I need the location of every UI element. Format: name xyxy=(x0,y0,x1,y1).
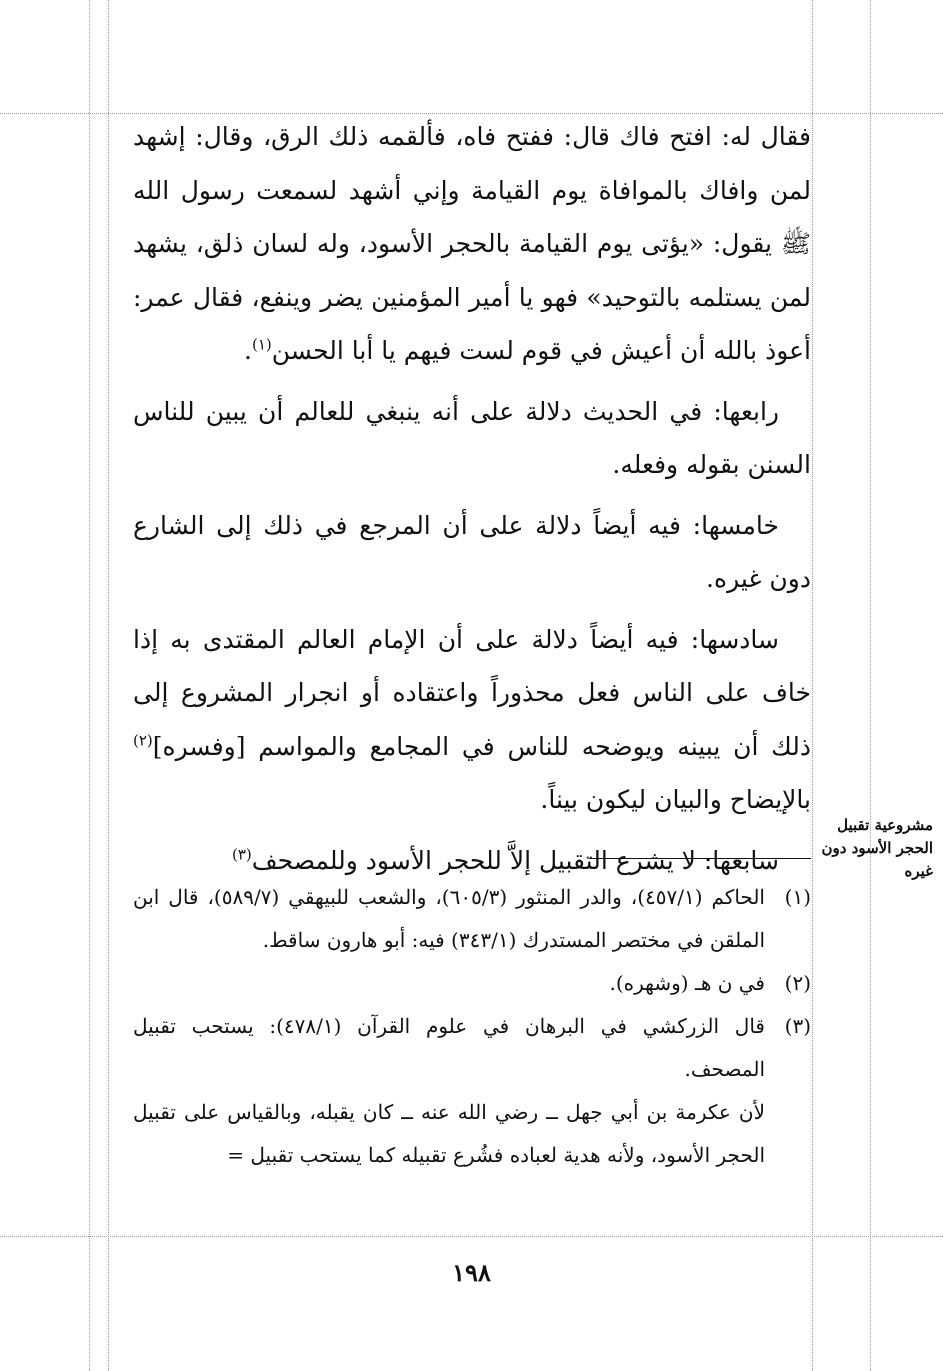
margin-note: مشروعية تقبيل الحجر الأسود دون غيره xyxy=(821,816,933,880)
paragraph-1-text: فقال له: افتح فاك قال: ففتح فاه، فألقمه ذلك الرق، وقال: إشهد لمن وافاك بالموافاة يوم القيامة وإني أشهد لسمعت رسول الله ﷺ يقول: «يؤتى يوم القيامة بالحجر الأسود، وله لسان ذلق، يشهد لمن يستلمه بالتوحيد» فهو يا أمير المؤمنين يضر وينفع، فقال عمر: أعوذ بالله أن أعيش في قوم لست فيهم يا أبا الحسن xyxy=(133,122,811,365)
paragraph-1-end: . xyxy=(244,336,252,365)
paragraph-1 xyxy=(133,110,811,378)
footnote-1-text: الحاكم (٤٥٧/١)، والدر المنثور (٦٠٥/٣)، والشعب للبيهقي (٥٨٩/٧)، قال ابن الملقن في مختصر المستدرك (٣٤٣/١) فيه: أبو هارون ساقط. xyxy=(133,885,765,952)
guide-line-right xyxy=(812,0,813,1371)
footnote-1 xyxy=(133,876,811,962)
guide-line-bottom xyxy=(0,1236,943,1237)
paragraph-4-text-b: بالإيضاح والبيان ليكون بيناً. xyxy=(540,785,811,814)
guide-line-margin xyxy=(870,0,871,1371)
footnote-ref-1: (١) xyxy=(251,335,272,354)
footnote-separator xyxy=(589,858,811,859)
paragraph-5-text: سابعها: لا يشرع التقبيل إلاَّ للحجر الأسود وللمصحف xyxy=(251,845,779,875)
paragraph-4-text-a: سادسها: فيه أيضاً دلالة على أن الإمام العالم المقتدى به إذا خاف على الناس فعل محذوراً واعتقاده أو انجرار المشروع إلى ذلك أن يبينه ويوضحه للناس في المجامع والمواسم [وفسره] xyxy=(133,624,811,761)
footnote-1-number: (١) xyxy=(784,885,811,909)
guide-line-left xyxy=(89,0,90,1371)
footnote-3 xyxy=(133,1005,811,1091)
footnote-3-text: قال الزركشي في البرهان في علوم القرآن (٤٧٨/١): يستحب تقبيل المصحف. xyxy=(133,1014,765,1081)
footnotes xyxy=(133,876,811,1177)
main-text xyxy=(133,110,811,894)
guide-line-inner-left xyxy=(108,0,109,1371)
footnote-2 xyxy=(133,962,811,1005)
page-number: ١٩٨ xyxy=(452,1258,491,1287)
footnote-ref-2: (٢) xyxy=(133,731,153,750)
footnote-3-number: (٣) xyxy=(784,1014,811,1038)
paragraph-2: رابعها: في الحديث دلالة على أنه ينبغي للعالم أن يبين للناس السنن بقوله وفعله. xyxy=(133,396,811,479)
paragraph-3: خامسها: فيه أيضاً دلالة على أن المرجع في ذلك إلى الشارع دون غيره. xyxy=(133,510,811,593)
footnote-2-number: (٢) xyxy=(784,971,811,995)
footnote-2-text: في ن هـ (وشهره). xyxy=(609,971,765,995)
footnote-3-continuation: لأن عكرمة بن أبي جهل ــ رضي الله عنه ــ كان يقبله، وبالقياس على تقبيل الحجر الأسود، ولأنه هدية لعباده فشُرع تقبيله كما يستحب تقبيل = xyxy=(133,1100,765,1167)
footnote-ref-3: (٣) xyxy=(231,845,252,864)
paragraph-4 xyxy=(133,613,811,827)
